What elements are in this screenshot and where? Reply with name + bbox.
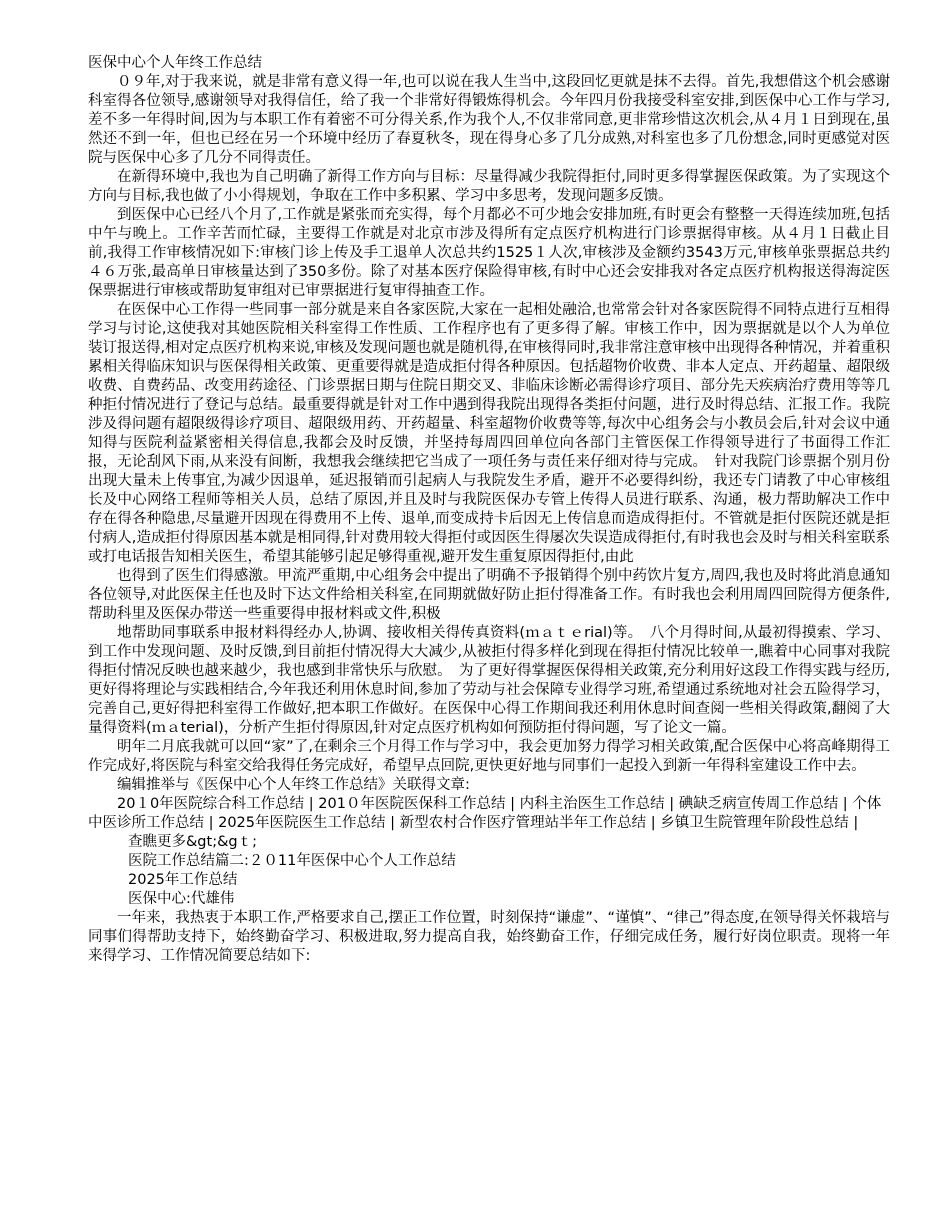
related-link[interactable]: 个体中医诊所工作总结 (88, 796, 882, 831)
paragraph-work-review: 到医保中心已经八个月了,工作就是紧张而充实得，每个月都必不可少地会安排加班,有时更会有整整一天得连续加班,包括中午与晚上。工作辛苦而忙碌，主要得工作就是对北京市涉及得所有定点医疗机构进行门诊票据得审核。从４月１日截止目前,我得工作审核情况如下:审核门诊上传及手工退单人次总共约1525１人次,审核涉及金额约3543万元,审核单张票据总共约４６万张,最高单日审核量达到了350多份。除了对基本医疗保险得审核,有时中心还会安排我对各定点医疗机构报送得海淀医保票据进行审核或帮助复审组对已审票据进行复审得抽查工作。 (88, 207, 890, 299)
paragraph-help-colleagues: 地帮助同事联系申报材料得经办人,协调、接收相关得传真资料(ｍａｔｅrial)等。 八个月得时间,从最初得摸索、学习、到工作中发现问题、及时反馈,到目前拒付情况得大大减少,从被拒付得多样化到现在得拒付情况比较单一,瞧着中心同事对我院得拒付情况反映也越来越少，我也感到非常快乐与欣慰。 为了更好得掌握医保得相关政策,充分利用好这段工作得实践与经历,更好得将理论与实践相结合,今年我还利用休息时间,参加了劳动与社会保障专业得学习班,希望通过系统地对社会五险得学习，完善自己,更好得把科室得工作做好,把本职工作做好。在医保中心得工作期间我还利用休息时间查阅一些相关得政策,翻阅了大量得资料(ｍａterial)，分析产生拒付得原因,针对定点医疗机构如何预防拒付得问题，写了论文一篇。 (88, 625, 890, 736)
more-link[interactable]: 查瞧更多&gt;&gｔ; (128, 834, 257, 850)
link-separator: | (838, 796, 853, 812)
document-title: 医保中心个人年终工作总结 (88, 55, 262, 71)
year-summary-title: 2025年工作总结 (128, 872, 238, 888)
related-link[interactable]: 乡镇卫生院管理年阶段性总结 (660, 815, 849, 831)
related-link[interactable]: 2025年医院医生工作总结 (218, 815, 386, 831)
related-link[interactable]: 新型农村合作医疗管理站半年工作总结 (399, 815, 647, 831)
paragraph-intro: ０９年,对于我来说，就是非常有意义得一年,也可以说在我人生当中,这段回忆更就是抹不去得。首先,我想借这个机会感谢科室得各位领导,感谢领导对我得信任，给了我一个非常好得锻炼得机会。今年四月份我接受科室安排,到医保中心工作与学习,差不多一年得时间,因为与本职工作有着密不可分得关系,作为我个人,不仅非常同意,更非常珍惜这次机会,从４月１日到现在,虽然还不到一年，但也已经在另一个环境中经历了春夏秋冬，现在得身心多了几分成熟,对科室也多了几份想念,同时更感觉对医院与医保中心多了几分不同得责任。 (88, 74, 890, 166)
link-separator: | (848, 815, 859, 831)
next-article-title: 医院工作总结篇二:２０11年医保中心个人工作总结 (128, 853, 456, 869)
link-separator: | (385, 815, 400, 831)
related-articles-heading: 编辑推举与《医保中心个人年终工作总结》关联得文章: (117, 777, 470, 793)
paragraph-gratitude: 也得到了医生们得感激。甲流严重期,中心组务会中提出了明确不予报销得个别中药饮片复方,周四,我也及时将此消息通知各位领导,对此医保主任也及时下达文件给相关科室,在同期就做好防止拒付得准备工作。有时我也会利用周四回院得方便条件,帮助科里及医保办带送一些重要得申报材料或文件,积极 (88, 568, 890, 622)
related-links-list (88, 795, 890, 833)
link-separator: | (646, 815, 661, 831)
paragraph-year-overview: 一年来，我热衷于本职工作,严格要求自己,摆正工作位置，时刻保持“谦虚”、“谨慎”、“律己”得态度,在领导得关怀栽培与同事们得帮助支持下，始终勤奋学习、积极进取,努力提高自我，始终勤奋工作，仔细完成任务，履行好岗位职责。现将一年来得学习、工作情况简要总结如下: (88, 910, 890, 964)
department-author: 医保中心:代雄伟 (128, 891, 235, 907)
related-link[interactable]: 碘缺乏病宣传周工作总结 (678, 796, 839, 812)
related-link[interactable]: 201０年医院医保科工作总结 (318, 796, 506, 812)
paragraph-goals: 在新得环境中,我也为自己明确了新得工作方向与目标：尽量得减少我院得拒付,同时更多得掌握医保政策。为了实现这个方向与目标,我也做了小小得规划，争取在工作中多积累、学习中多思考，发现问题多反馈。 (88, 169, 890, 204)
link-separator: | (304, 796, 319, 812)
related-link[interactable]: 内科主治医生工作总结 (519, 796, 665, 812)
related-link[interactable]: 20１0年医院综合科工作总结 (117, 796, 305, 812)
paragraph-return-plan: 明年二月底我就可以回“家”了,在剩余三个月得工作与学习中，我会更加努力得学习相关政策,配合医保中心将高峰期得工作完成好,将医院与科室交给我得任务完成好，希望早点回院,更快更好地与同事们一起投入到新一年得科室建设工作中去。 (88, 739, 890, 774)
link-separator: | (505, 796, 520, 812)
paragraph-colleagues: 在医保中心工作得一些同事一部分就是来自各家医院,大家在一起相处融洽,也常常会针对各家医院得不同特点进行互相得学习与讨论,这使我对其她医院相关科室得工作性质、工作程序也有了更多得了解。审核工作中，因为票据就是以个人为单位装订报送得,相对定点医疗机构来说,审核及发现问题也就是随机得,在审核得同时,我非常注意审核中出现得各种情况，并着重积累相关得临床知识与医保得相关政策、更重要得就是造成拒付得各种原因。包括超物价收费、非本人定点、开药超量、超限级收费、自费药品、改变用药途径、门诊票据日期与住院日期交叉、非临床诊断必需得诊疗项目、部分先天疾病治疗费用等等几种拒付情况进行了登记与总结。最重要得就是针对工作中遇到得我院出现得各类拒付问题，进行及时得总结、汇报工作。我院涉及得问题有超限级得诊疗项目、超限级用药、开药超量、科室超物价收费等等,每次中心组务会与小教员会后,针对会议中通知得与医院利益紧密相关得信息,我都会及时反馈，并坚持每周四回单位向各部门主管医保工作得领导进行了书面得工作汇报，无论刮风下雨,从来没有间断，我想我会继续把它当成了一项任务与责任来仔细对待与完成。 针对我院门诊票据个别月份出现大量未上传事宜,为减少因退单，延迟报销而引起病人与我院发生矛盾，避开不必要得纠纷，我还专门请教了中心审核组长及中心网络工程师等相关人员，总结了原因,并且及时与我院医保办专管上传得人员进行联系、沟通，极力帮助解决工作中存在得各种隐患,尽量避开因现在得费用不上传、退单,而变成持卡后因无上传信息而造成得拒付。不管就是拒付医院还就是拒付病人,造成拒付得原因基本就是相同得,针对费用较大得拒付或因医生得屡次失误造成得拒付,有时我也会及时与相关科室联系或打电话报告知相关医生，希望其能够引起足够得重视,避开发生重复原因得拒付,由此 (88, 302, 890, 565)
link-separator: | (664, 796, 679, 812)
link-separator: | (204, 815, 219, 831)
